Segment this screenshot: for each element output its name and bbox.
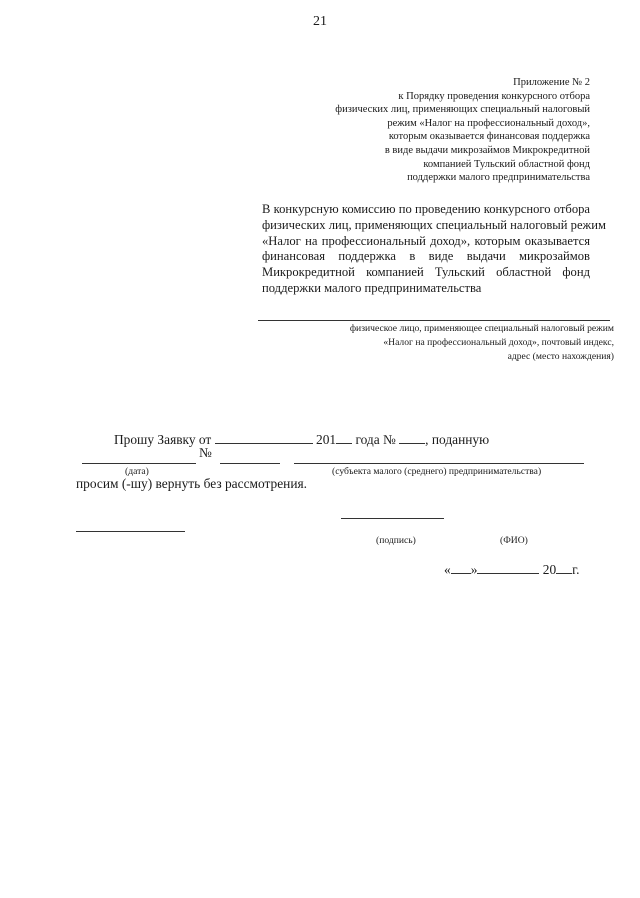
signing-year-field[interactable] xyxy=(556,561,572,574)
addressee-block xyxy=(262,202,606,297)
application-number-field[interactable] xyxy=(399,431,425,444)
appendix-line: физических лиц, применяющих специальный налоговый xyxy=(335,104,590,116)
page-number: 21 xyxy=(313,14,327,29)
number-sign: № xyxy=(199,445,212,460)
appendix-header xyxy=(290,76,590,185)
appendix-line: в виде выдачи микрозаймов Микрокредитной xyxy=(384,144,590,156)
applicant-caption-line: физическое лицо, применяющее специальный налоговый режим xyxy=(349,323,614,334)
signature-caption: (подпись) xyxy=(376,535,416,546)
subject-field[interactable] xyxy=(294,463,584,464)
appendix-line: которым оказывается финансовая поддержка xyxy=(388,131,590,143)
applicant-caption-line: адрес (место нахождения) xyxy=(507,351,614,362)
request-prefix: Прошу Заявку от xyxy=(114,432,212,447)
request-line xyxy=(114,431,489,448)
month-field[interactable] xyxy=(477,561,539,574)
appendix-line: компанией Тульский областной фонд xyxy=(423,158,590,170)
year-label: года № xyxy=(355,432,396,447)
date-caption: (дата) xyxy=(125,466,149,477)
date-field[interactable] xyxy=(82,463,196,464)
addressee-line: поддержки малого предпринимательства xyxy=(262,280,482,295)
signature-field[interactable] xyxy=(341,518,444,519)
year-suffix: г. xyxy=(572,562,580,577)
applicant-caption xyxy=(350,322,614,364)
appendix-line: режим «Налог на профессиональный доход», xyxy=(387,117,590,129)
day-field[interactable] xyxy=(451,561,471,574)
open-quote: « xyxy=(444,562,451,577)
addressee-line: «Налог на профессиональный доход», которым оказывается xyxy=(262,233,590,248)
position-field[interactable] xyxy=(76,531,185,532)
century-label: 20 xyxy=(542,562,557,577)
appendix-line: Приложение № 2 xyxy=(513,77,590,88)
application-date-field[interactable] xyxy=(215,431,313,444)
addressee-line: Микрокредитной компанией Тульский областной фонд xyxy=(262,265,590,280)
name-caption: (ФИО) xyxy=(500,535,528,546)
appendix-line: к Порядку проведения конкурсного отбора xyxy=(398,90,590,102)
subject-caption: (субъекта малого (среднего) предпринимательства) xyxy=(332,466,542,477)
appendix-line: поддержки малого предпринимательства xyxy=(407,172,590,184)
addressee-line: финансовая поддержка в виде выдачи микрозаймов xyxy=(262,249,590,264)
return-request-text: просим (-шу) вернуть без рассмотрения. xyxy=(76,476,307,491)
signing-date-line xyxy=(444,561,580,578)
addressee-line: физических лиц, применяющих специальный налоговый режим xyxy=(262,217,606,232)
applicant-caption-line: «Налог на профессиональный доход», почтовый индекс, xyxy=(383,337,614,348)
number-field[interactable] xyxy=(220,463,280,464)
applicant-field[interactable] xyxy=(258,320,610,321)
year-prefix: 201 xyxy=(316,432,337,447)
close-quote: » xyxy=(470,562,478,577)
addressee-line: В конкурсную комиссию по проведению конкурсного отбора xyxy=(262,202,590,216)
request-suffix: , поданную xyxy=(425,432,490,447)
year-field[interactable] xyxy=(336,431,352,444)
